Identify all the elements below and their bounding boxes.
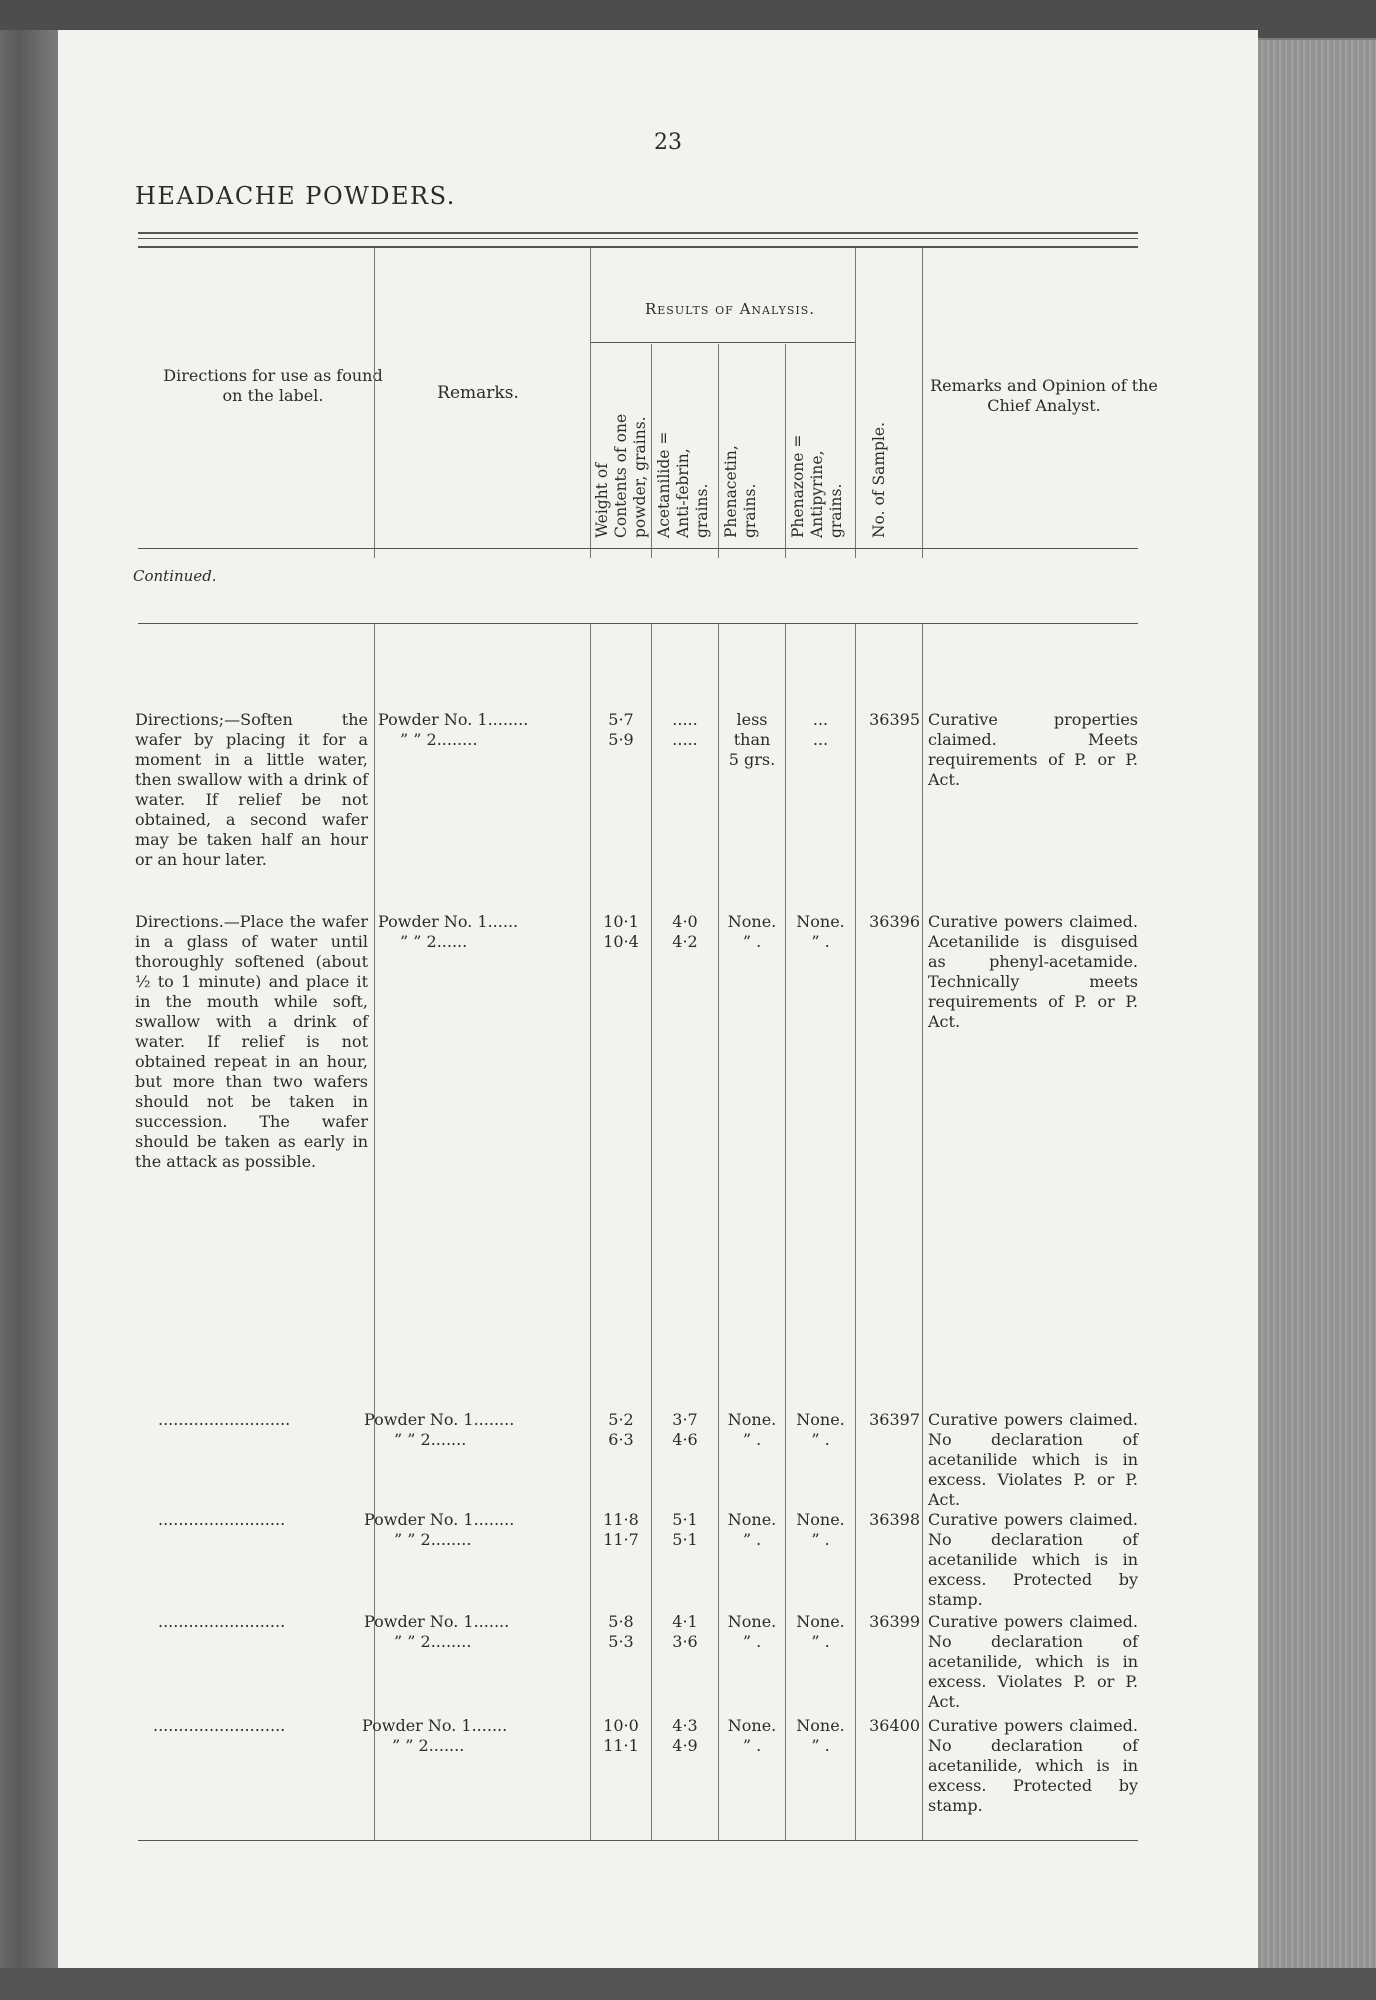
row-opinion: Curative powers claimed. No declaration of acetanilide which is in excess. Protected by stamp. [928,1510,1138,1609]
row-opinion: Curative powers claimed. Acetanilide is disguised as phenyl-acetamide. Technically meets requirements of P. or P. Act. [928,912,1138,1031]
header-rule-top [138,232,1138,234]
row-acetanilide-1: 4·1 [672,1612,698,1631]
row-acetanilide-2: 4·6 [672,1430,698,1449]
row-phenazone-2: ” . [811,1530,830,1549]
row-phenacetin-1: None. [727,912,777,931]
row-acetanilide-2: 3·6 [672,1632,698,1651]
row-phenazone-2: ” . [811,1632,830,1651]
row-sample-no: 36400 [869,1716,920,1735]
row-phenacetin-2: ” . [742,1632,762,1651]
row-directions: Directions;—Soften the wafer by placing it for a moment in a little water, then swallow with a drink of water. If relief be not obtained, a second wafer may be taken half an hour or an hour later. [135,710,368,869]
col-header-acetanilide: Acetanilide = Anti-febrin, grains. [655,431,711,538]
row-weight-2: 6·3 [608,1430,634,1449]
row-phenazone-2: ” . [811,1736,830,1755]
row-weight-1: 5·2 [608,1410,634,1429]
row-acetanilide-1: ..... [672,710,698,729]
row-weight-1: 5·8 [608,1612,634,1631]
row-opinion: Curative powers claimed. No declaration of acetanilide, which is in excess. Violates P. or P. Act. [928,1612,1138,1711]
col-header-remarks: Remarks. [437,383,519,403]
row-phenacetin-1: None. [727,1716,777,1735]
col-header-opinion: Remarks and Opinion of the Chief Analyst. [930,376,1158,415]
row-weight-1: 10·0 [603,1716,639,1735]
col-header-directions: Directions for use as found on the label. [163,366,383,405]
page-title: HEADACHE POWDERS. [135,182,456,210]
row-phenazone-1: None. [796,1716,845,1735]
row-opinion: Curative powers claimed. No declaration of acetanilide, which is in excess. Protected by stamp. [928,1716,1138,1815]
page-number: 23 [654,130,682,155]
row-phenacetin-1: None. [727,1612,777,1631]
col-header-phenazone: Phenazone = Antipyrine, grains. [789,434,845,538]
row-phenacetin-2: ” . [742,1530,762,1549]
row-sample-no: 36397 [869,1410,920,1429]
col-header-weight: Weight of Contents of one powder, grains. [593,413,649,538]
row-directions: ......................... [158,1612,286,1631]
row-remarks-1: Powder No. 1...... [378,912,519,931]
row-sample-no: 36395 [869,710,920,729]
row-sample-no: 36396 [869,912,920,931]
row-phenazone-2: ” . [811,932,830,951]
row-remarks-2: ” ” 2........ [400,730,478,749]
scan-border-bottom [0,1968,1376,2000]
row-weight-1: 5·7 [608,710,634,729]
row-remarks-1: Powder No. 1........ [364,1510,515,1529]
row-weight-2: 5·9 [608,730,634,749]
header-rule-second [138,238,1138,239]
row-directions: ......................... [158,1510,286,1529]
row-weight-1: 10·1 [603,912,639,931]
row-remarks-1: Powder No. 1....... [362,1716,508,1735]
row-sample-no: 36398 [869,1510,920,1529]
row-remarks-2: ” ” 2........ [394,1632,472,1651]
header-rule-bottom [138,548,1138,549]
document-page [58,30,1258,1975]
row-acetanilide-1: 4·3 [672,1716,698,1735]
page-edges [1252,40,1376,1970]
row-sample-no: 36399 [869,1612,920,1631]
row-acetanilide-2: ..... [672,730,698,749]
row-directions: .......................... [158,1410,291,1429]
row-phenacetin-1: None. [727,1410,777,1429]
row-phenazone-1: None. [796,912,845,931]
row-phenacetin-2: ” . [742,1430,762,1449]
row-remarks-2: ” ” 2........ [394,1530,472,1549]
body-rule-top [138,623,1138,624]
row-phenacetin-1: less [736,710,768,729]
row-phenacetin-1: None. [727,1510,777,1529]
row-acetanilide-2: 4·2 [672,932,698,951]
row-opinion: Curative powers claimed. No declaration of acetanilide which is in excess. Violates P. or P. Act. [928,1410,1138,1509]
row-weight-2: 11·1 [603,1736,639,1755]
row-phenazone-2: ... [812,730,829,749]
row-weight-2: 5·3 [608,1632,634,1651]
row-phenacetin-3: 5 grs. [728,750,776,769]
row-remarks-2: ” ” 2....... [392,1736,465,1755]
row-weight-2: 10·4 [603,932,639,951]
row-remarks-1: Powder No. 1........ [378,710,529,729]
row-phenazone-2: ” . [811,1430,830,1449]
row-directions: .......................... [153,1716,286,1735]
col-header-sample-no: No. of Sample. [870,421,888,538]
row-acetanilide-2: 4·9 [672,1736,698,1755]
book-spine [0,30,62,1970]
continued-label: Continued. [133,567,217,585]
row-remarks-2: ” ” 2....... [394,1430,467,1449]
row-phenacetin-2: ” . [742,932,762,951]
body-rule-bottom [138,1840,1138,1841]
row-phenacetin-2: ” . [742,1736,762,1755]
header-rule-third [138,246,1138,248]
row-remarks-1: Powder No. 1....... [364,1612,510,1631]
row-acetanilide-1: 4·0 [672,912,698,931]
row-directions: Directions.—Place the wafer in a glass of water until thoroughly softened (about ½ to 1 minute) and place it in the mouth while soft, swallow with a drink of water. If relief is not obtained repeat in an hour, but more than two wafers should not be taken in succession. The wafer should be taken as early in the attack as possible. [135,912,368,1171]
row-remarks-1: Powder No. 1........ [364,1410,515,1429]
row-acetanilide-2: 5·1 [672,1530,698,1549]
row-weight-1: 11·8 [603,1510,639,1529]
row-acetanilide-1: 5·1 [672,1510,698,1529]
row-acetanilide-1: 3·7 [672,1410,698,1429]
col-header-results: Results of Analysis. [644,300,816,318]
row-phenazone-1: None. [796,1410,845,1429]
row-weight-2: 11·7 [603,1530,639,1549]
col-header-phenacetin: Phenacetin, grains. [722,445,759,538]
row-phenazone-1: None. [796,1510,845,1529]
row-phenazone-1: None. [796,1612,845,1631]
row-remarks-2: ” ” 2...... [400,932,468,951]
row-opinion: Curative properties claimed. Meets requirements of P. or P. Act. [928,710,1138,789]
row-phenacetin-2: than [733,730,771,749]
row-phenazone-1: ... [812,710,829,729]
